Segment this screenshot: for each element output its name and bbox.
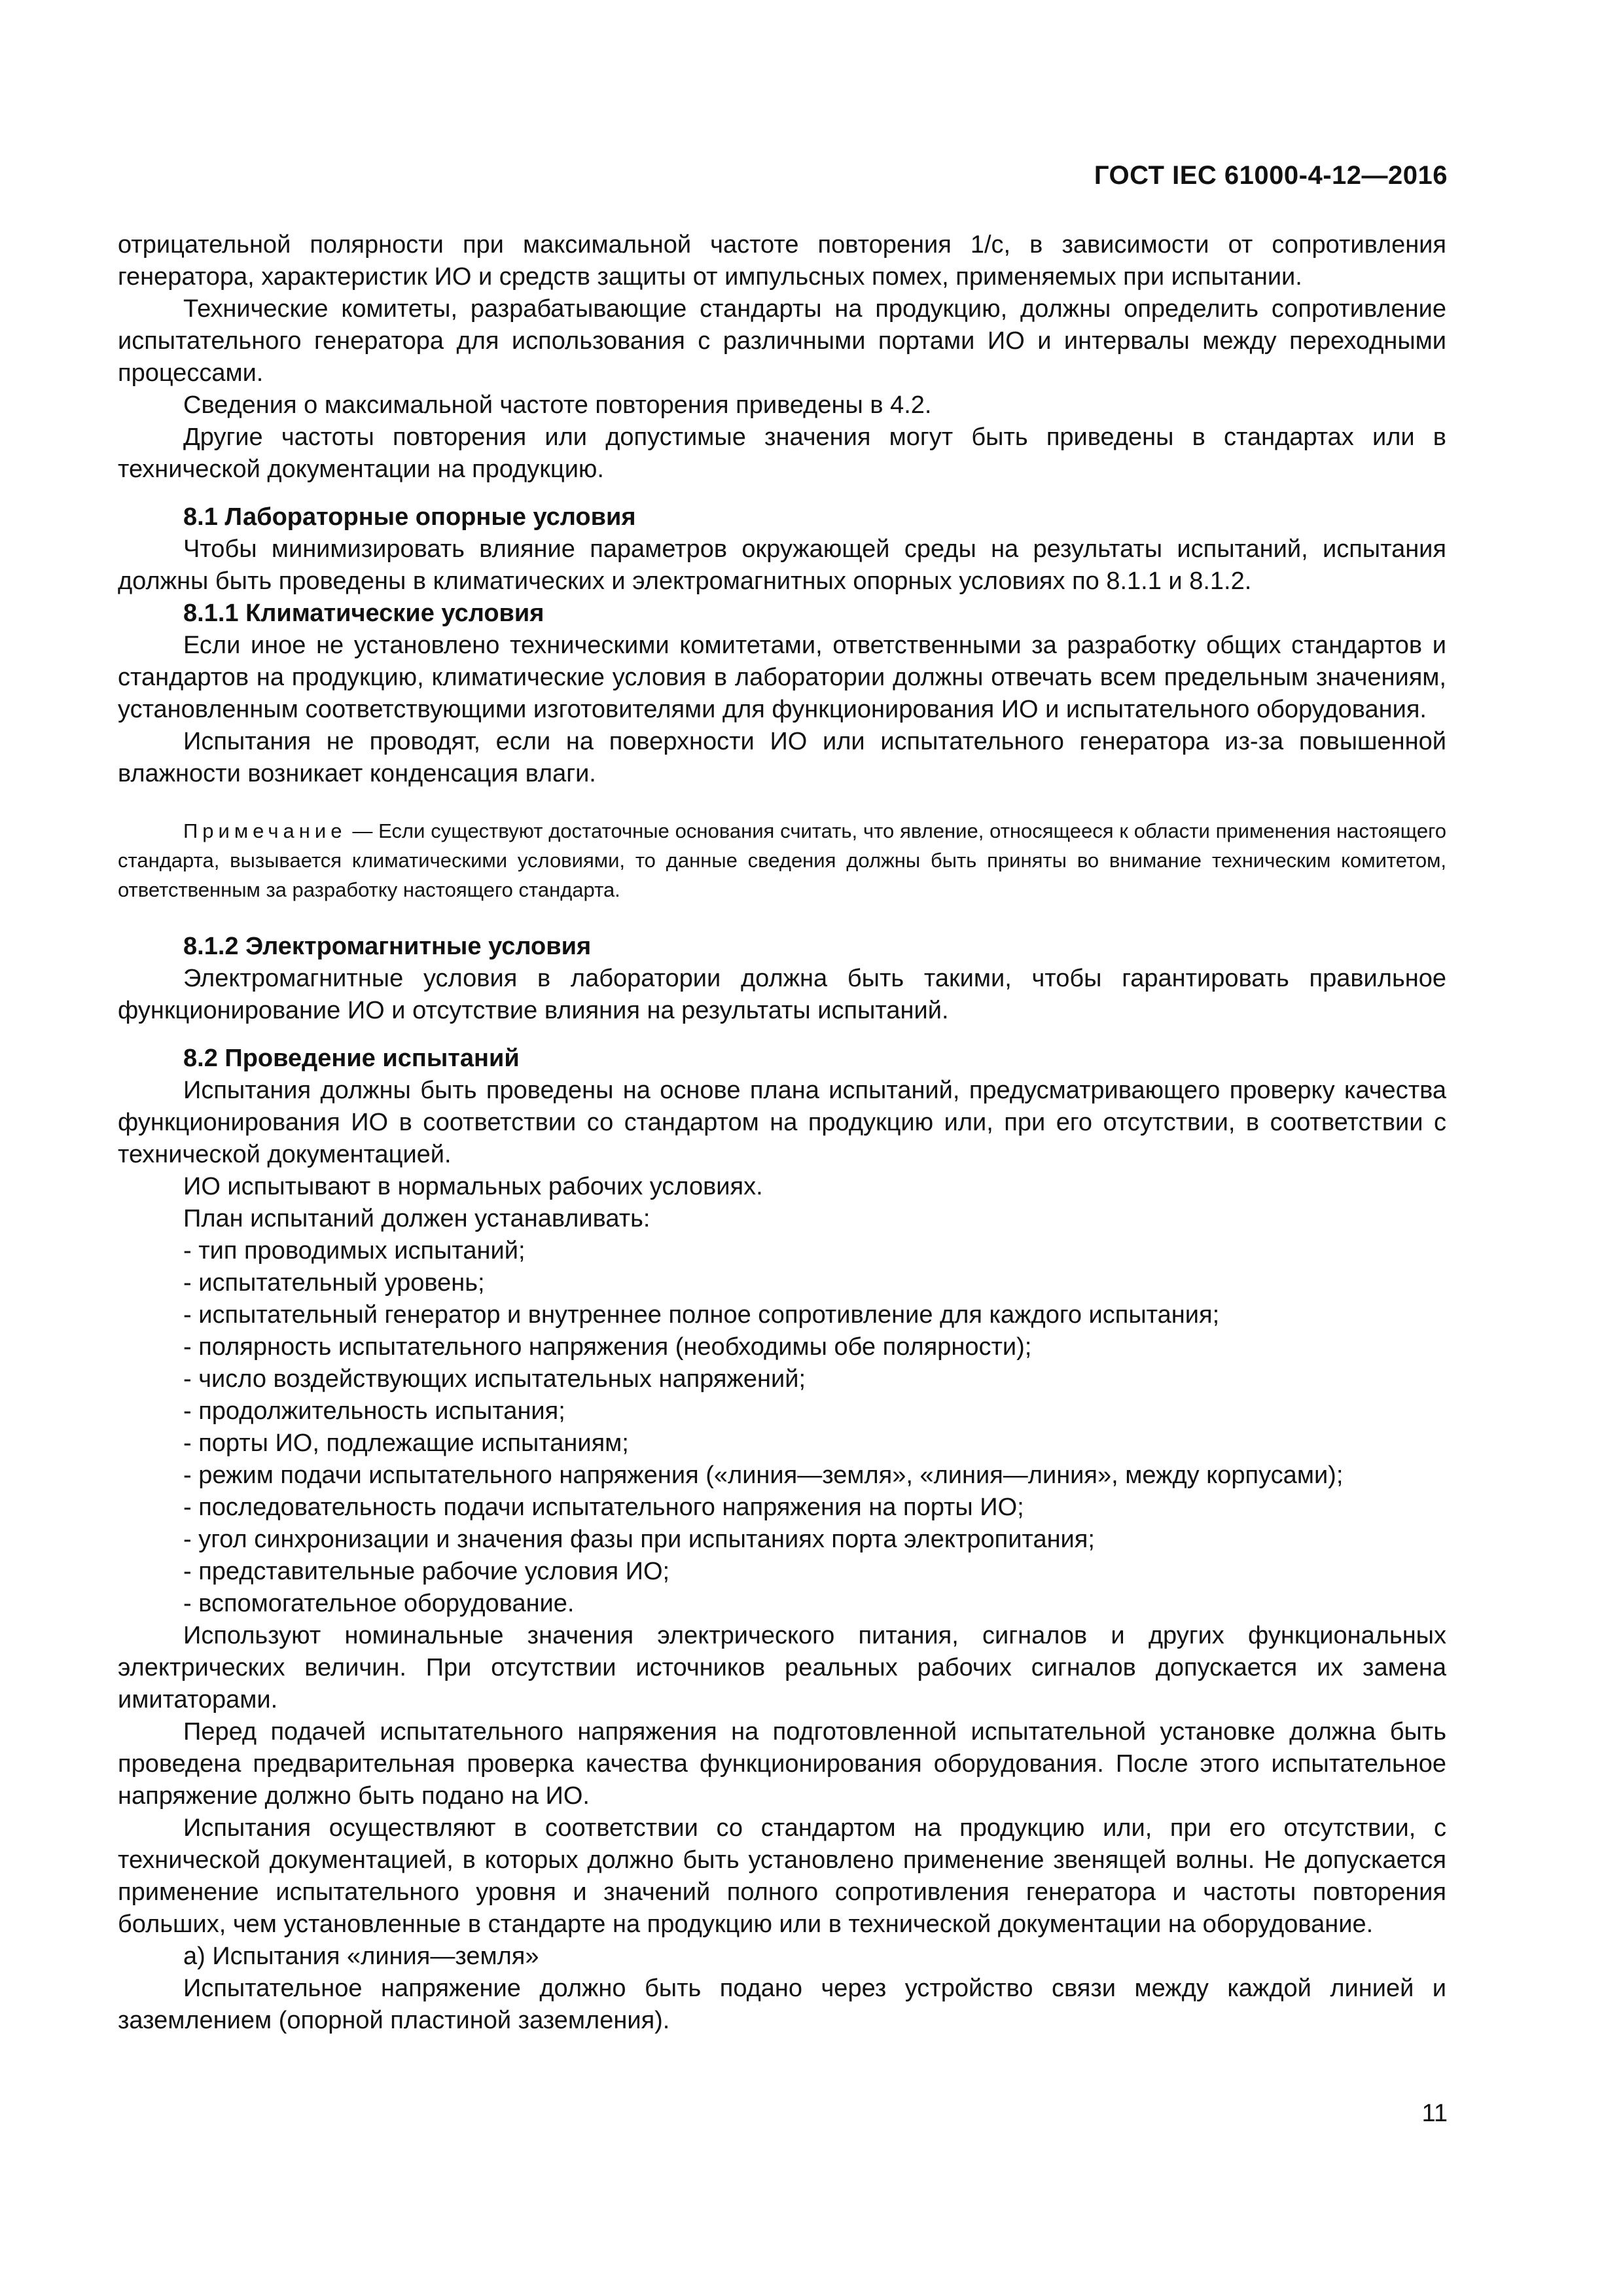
list-item: - режим подачи испытательного напряжения («линия—земля», «линия—линия», между корпусами); bbox=[183, 1462, 1344, 1489]
list-item: - тип проводимых испытаний; bbox=[183, 1237, 526, 1265]
list-item: - угол синхронизации и значения фазы при испытаниях порта электропитания; bbox=[183, 1526, 1095, 1553]
section-heading-8-1-2: 8.1.2 Электромагнитные условия bbox=[183, 933, 592, 960]
list-item: - вспомогательное оборудование. bbox=[183, 1590, 575, 1617]
paragraph: Испытания осуществляют в соответствии со стандартом на продукцию или, при его отсутствии, с технической документацией, в которых должно быть установлено применение звенящей волны. Не допускается применение испытательного уровня и значений полного сопротивления генератора и частоты повторения больших, чем установленные в стандарте на продукцию или в технической документации на оборудование. bbox=[118, 1814, 1446, 1938]
paragraph: Испытания должны быть проведены на основе плана испытаний, предусматривающего проверку качества функционирования ИО в соответствии со стандартом на продукцию или, при его отсутствии, в соответствии с технической документацией. bbox=[118, 1077, 1446, 1168]
section-heading-8-2: 8.2 Проведение испытаний bbox=[183, 1045, 520, 1072]
paragraph: отрицательной полярности при максимальной частоте повторения 1/с, в зависимости от сопротивления генератора, характеристик ИО и средств защиты от импульсных помех, применяемых при испытании. bbox=[118, 231, 1446, 291]
paragraph: а) Испытания «линия—земля» bbox=[183, 1943, 539, 1970]
page-number: 11 bbox=[1421, 2100, 1448, 2127]
paragraph: Электромагнитные условия в лаборатории должна быть такими, чтобы гарантировать правильное функционирование ИО и отсутствие влияния на результаты испытаний. bbox=[118, 965, 1446, 1024]
paragraph: Испытательное напряжение должно быть подано через устройство связи между каждой линией и заземлением (опорной пластиной заземления). bbox=[118, 1975, 1446, 2034]
paragraph: Испытания не проводят, если на поверхности ИО или испытательного генератора из-за повышенной влажности возникает конденсация влаги. bbox=[118, 728, 1446, 787]
list-item: - испытательный генератор и внутреннее полное сопротивление для каждого испытания; bbox=[183, 1301, 1220, 1329]
list-item: - представительные рабочие условия ИО; bbox=[183, 1558, 670, 1585]
note bbox=[118, 816, 1446, 905]
paragraph: Используют номинальные значения электрического питания, сигналов и других функциональных электрических величин. При отсутствии источников реальных рабочих сигналов допускается их замена имитаторами. bbox=[118, 1622, 1446, 1713]
standard-header: ГОСТ IEC 61000-4-12—2016 bbox=[1094, 161, 1448, 190]
paragraph: Другие частоты повторения или допустимые значения могут быть приведены в стандартах или в технической документации на продукцию. bbox=[118, 423, 1446, 483]
paragraph: Перед подачей испытательного напряжения на подготовленной испытательной установке должна быть проведена предварительная проверка качества функционирования оборудования. После этого испытательное напряжение должно быть подано на ИО. bbox=[118, 1718, 1446, 1810]
paragraph: План испытаний должен устанавливать: bbox=[183, 1205, 651, 1232]
paragraph: Технические комитеты, разрабатывающие стандарты на продукцию, должны определить сопротивление испытательного генератора для использования с различными портами ИО и интервалы между переходными процессами. bbox=[118, 295, 1446, 387]
note-label: Примечание bbox=[183, 819, 347, 842]
section-heading-8-1-1: 8.1.1 Климатические условия bbox=[183, 600, 544, 627]
page-body bbox=[118, 229, 1446, 2037]
list-item: - число воздействующих испытательных напряжений; bbox=[183, 1365, 806, 1393]
paragraph: Сведения о максимальной частоте повторения приведены в 4.2. bbox=[183, 391, 932, 419]
section-heading-8-1: 8.1 Лабораторные опорные условия bbox=[183, 503, 636, 531]
list-item: - испытательный уровень; bbox=[183, 1269, 485, 1297]
list-item: - порты ИО, подлежащие испытаниям; bbox=[183, 1429, 629, 1457]
list-item: - продолжительность испытания; bbox=[183, 1397, 565, 1425]
list-item: - последовательность подачи испытательного напряжения на порты ИО; bbox=[183, 1494, 1024, 1521]
paragraph: ИО испытывают в нормальных рабочих условиях. bbox=[183, 1173, 763, 1200]
paragraph: Если иное не установлено техническими комитетами, ответственными за разработку общих стандартов и стандартов на продукцию, климатические условия в лаборатории должны отвечать всем предельным значениям, установленным соответствующими изготовителями для функционирования ИО и испытательного оборудования. bbox=[118, 632, 1446, 723]
note-text: — Если существуют достаточные основания считать, что явление, относящееся к области применения настоящего стандарта, вызывается климатическими условиями, то данные сведения должны быть приняты во внимание техническим комитетом, ответственным за разработку настоящего стандарта. bbox=[118, 819, 1446, 901]
list-item: - полярность испытательного напряжения (необходимы обе полярности); bbox=[183, 1333, 1032, 1361]
paragraph: Чтобы минимизировать влияние параметров окружающей среды на результаты испытаний, испытания должны быть проведены в климатических и электромагнитных опорных условиях по 8.1.1 и 8.1.2. bbox=[118, 535, 1446, 595]
